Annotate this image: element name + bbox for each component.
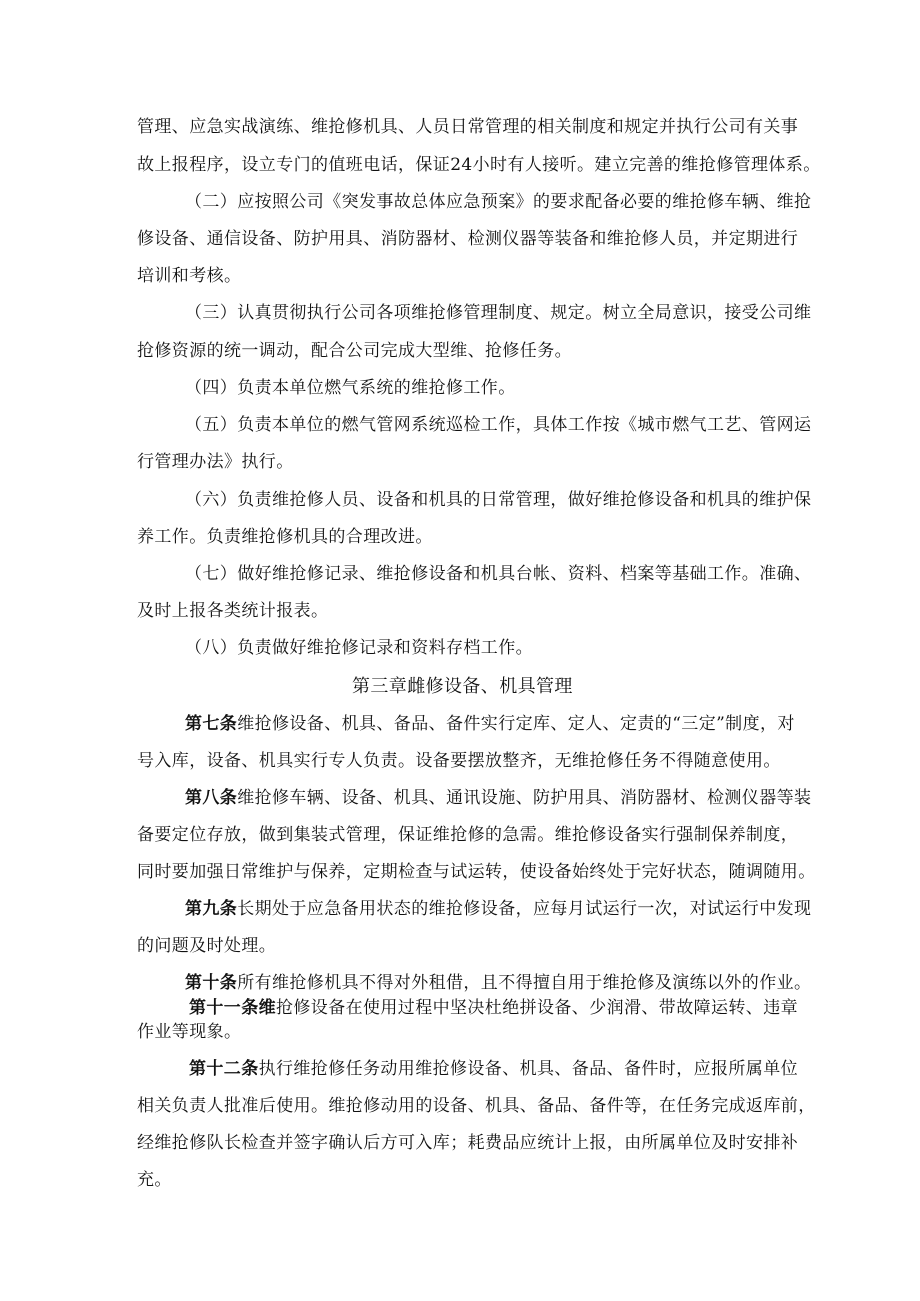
article-number: 第八条: [185, 788, 238, 808]
article-10: 第十条所有维抢修机具不得对外租借，且不得擅自用于维抢修及演练以外的作业。: [185, 973, 812, 993]
body-line: 修设备、通信设备、防护用具、消防器材、检测仪器等装备和维抢修人员，并定期进行: [137, 229, 799, 249]
body-line: 故上报程序，设立专门的值班电话，保证24小时有人接听。建立完善的维抢修管理体系。: [137, 155, 821, 175]
body-line: 管理、应急实战演练、维抢修机具、人员日常管理的相关制度和规定并执行公司有关事: [137, 117, 799, 137]
article-number: 第七条: [185, 714, 238, 734]
body-line: 及时上报各类统计报表。: [137, 601, 329, 621]
body-line: 同时要加强日常维护与保养，定期检查与试运转，使设备始终处于完好状态，随调随用。: [137, 862, 816, 882]
body-line: 抢修资源的统一调动，配合公司完成大型维、抢修任务。: [137, 341, 572, 361]
body-line: 养工作。负责维抢修机具的合理改进。: [137, 527, 433, 547]
body-line: 培训和考核。: [137, 266, 242, 286]
article-9: 第九条长期处于应急备用状态的维抢修设备，应每月试运行一次，对试运行中发现: [185, 899, 812, 919]
article-number: 第十二条: [189, 1059, 259, 1079]
article-11: 第十一条维抢修设备在使用过程中坚决杜绝拼设备、少润滑、带故障运转、违章: [189, 998, 798, 1018]
list-item-7: （七）做好维抢修记录、维抢修设备和机具台帐、资料、档案等基础工作。准确、: [185, 564, 812, 584]
article-number: 第九条: [185, 899, 238, 919]
body-line: 经维抢修队长检查并签字确认后方可入库；耗费品应统计上报，由所属单位及时安排补: [137, 1133, 799, 1153]
body-line: 号入库，设备、机具实行专人负责。设备要摆放整齐，无维抢修任务不得随意使用。: [137, 751, 781, 771]
body-line: 充。: [137, 1170, 172, 1190]
article-7: 第七条维抢修设备、机具、备品、备件实行定库、定人、定责的“三定”制度，对: [185, 714, 795, 734]
list-item-2: （二）应按照公司《突发事故总体应急预案》的要求配备必要的维抢修车辆、维抢: [185, 192, 812, 212]
body-line: 备要定位存放，做到集装式管理，保证维抢修的急需。维抢修设备实行强制保养制度，: [137, 825, 799, 845]
body-line: 行管理办法》执行。: [137, 452, 294, 472]
article-8: 第八条维抢修车辆、设备、机具、通讯设施、防护用具、消防器材、检测仪器等装: [185, 788, 812, 808]
chapter-heading: 第三章雌修设备、机具管理: [352, 676, 573, 697]
list-item-5: （五）负责本单位的燃气管网系统巡检工作，具体工作按《城市燃气工艺、管网运: [185, 415, 812, 435]
body-line: 相关负责人批准后使用。维抢修动用的设备、机具、备品、备件等，在任务完成返库前，: [137, 1096, 816, 1116]
article-number: 第十条: [185, 973, 238, 993]
list-item-3: （三）认真贯彻执行公司各项维抢修管理制度、规定。树立全局意识，接受公司维: [185, 303, 812, 323]
article-12: 第十二条执行维抢修任务动用维抢修设备、机具、备品、备件时，应报所属单位: [189, 1059, 799, 1079]
list-item-8: （八）负责做好维抢修记录和资料存档工作。: [185, 638, 533, 658]
list-item-4: （四）负责本单位燃气系统的维抢修工作。: [185, 378, 516, 398]
list-item-6: （六）负责维抢修人员、设备和机具的日常管理，做好维抢修设备和机具的维护保: [185, 490, 812, 510]
body-line: 的问题及时处理。: [137, 936, 277, 956]
body-line: 作业等现象。: [137, 1022, 242, 1042]
article-number: 第十一条维: [189, 998, 276, 1018]
